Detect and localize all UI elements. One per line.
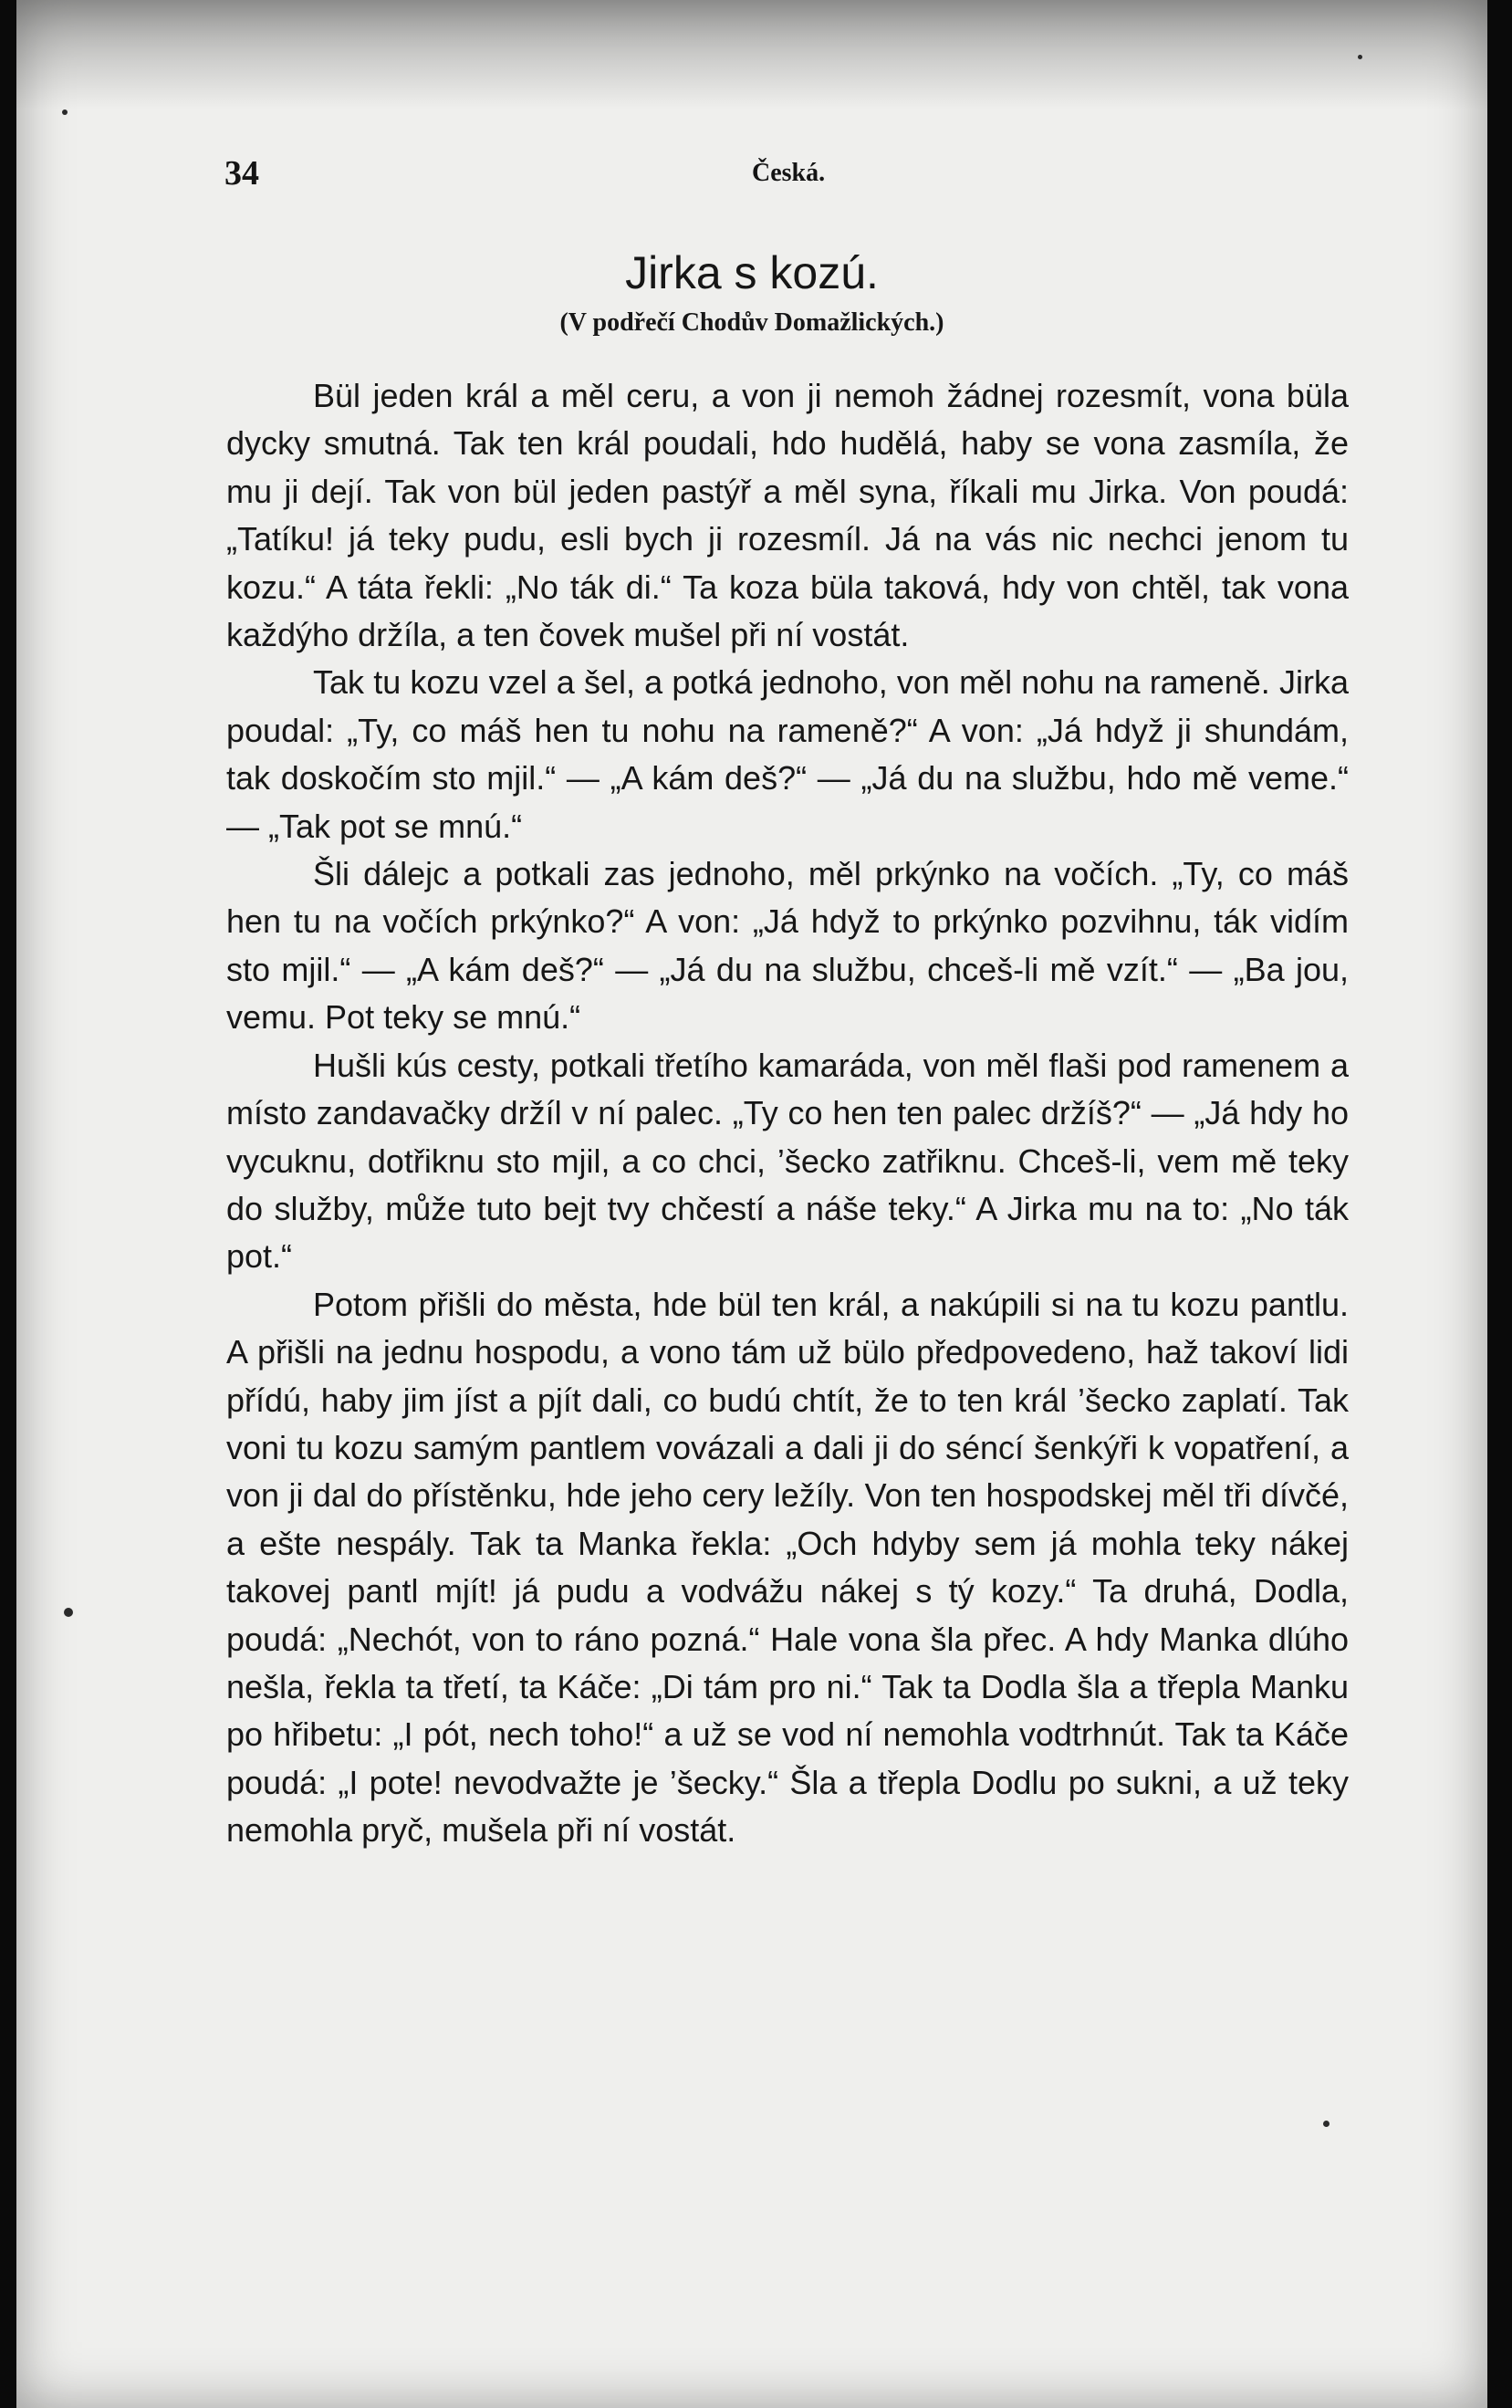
- paragraph: Potom přišli do města, hde bül ten král, a nakúpili si na tu kozu pantlu. A přišli na jednu hospodu, a vono tám už bülo předpovedeno, haž takoví lidi přídú, haby jim jíst a pjít dali, co budú chtít, že to ten král ’šecko zaplatí. Tak voni tu kozu samým pantlem vovázali a dali ji do séncí šenkýři k vopatření, a von ji dal do přístěnku, hde jeho cery ležíly. Von ten hospodskej měl tři dívčé, a ešte nespály. Tak ta Manka řekla: „Och hdyby sem já mohla teky nákej takovej pantl mjít! já pudu a vodvážu nákej s tý kozy.“ Ta druhá, Dodla, poudá: „Nechót, von to ráno pozná.“ Hale vona šla přec. A hdy Manka dlúho nešla, řekla ta třetí, ta Káče: „Di tám pro ni.“ Tak ta Dodla šla a třepla Manku po hřibetu: „I pót, nech toho!“ a už se vod ní nemohla vodtrhnút. Tak ta Káče poudá: „I pote! nevodvažte je ’šecky.“ Šla a třepla Dodlu po sukni, a už teky nemohla pryč, mušela při ní vostát.: [226, 1285, 1349, 1850]
- page-header: [224, 153, 1487, 193]
- ink-speck: [64, 1608, 73, 1617]
- ink-speck: [1323, 2121, 1330, 2127]
- book-page: [16, 0, 1487, 2408]
- paragraph: Hušli kús cesty, potkali třetího kamaráda, von měl flaši pod ramenem a místo zandavačky držíl v ní palec. „Ty co hen ten palec držíš?“ — „Já hdy ho vycuknu, dotřiknu sto mjil, a co chci, ’šecko zatřiknu. Chceš-li, vem mě teky do služby, může tuto bejt tvy chčestí a náše teky.“ A Jirka mu na to: „No ták pot.“: [226, 1046, 1349, 1276]
- story-subtitle: (V podřečí Chodův Domažlických.): [559, 308, 944, 337]
- running-head: Česká.: [752, 159, 826, 187]
- ink-speck: [1358, 55, 1362, 59]
- paragraph: Šli dálejc a potkali zas jednoho, měl prkýnko na vočích. „Ty, co máš hen tu na vočích prkýnko?“ A von: „Já hdyž to prkýnko pozvihnu, ták vidím sto mjil.“ — „A kám deš?“ — „Já du na službu, chceš-li mě vzít.“ — „Ba jou, vemu. Pot teky se mnú.“: [226, 855, 1349, 1037]
- paragraph: Bül jeden král a měl ceru, a von ji nemoh žádnej rozesmít, vona büla dycky smutná. Tak ten král poudali, hdo hudělá, haby se vona zasmíla, že mu ji dejí. Tak von bül jeden pastýř a měl syna, říkali mu Jirka. Von poudá: „Tatíku! já teky pudu, esli bych ji rozesmíl. Já na vás nic nechci jenom tu kozu.“ A táta řekli: „No ták di.“ Ta koza büla taková, hdy von chtěl, tak vona každýho držíla, a ten čovek mušel při ní vostát.: [226, 377, 1349, 654]
- story-title: Jirka s kozú.: [625, 247, 879, 298]
- paragraph: Tak tu kozu vzel a šel, a potká jednoho, von měl nohu na rameně. Jirka poudal: „Ty, co máš hen tu nohu na rameně?“ A von: „Já hdyž ji shundám, tak doskočím sto mjil.“ — „A kám deš?“ — „Já du na službu, hdo mě veme.“ — „Tak pot se mnú.“: [226, 663, 1349, 845]
- story-body: [226, 372, 1349, 1855]
- ink-speck: [62, 109, 68, 115]
- page-number: 34: [224, 154, 259, 193]
